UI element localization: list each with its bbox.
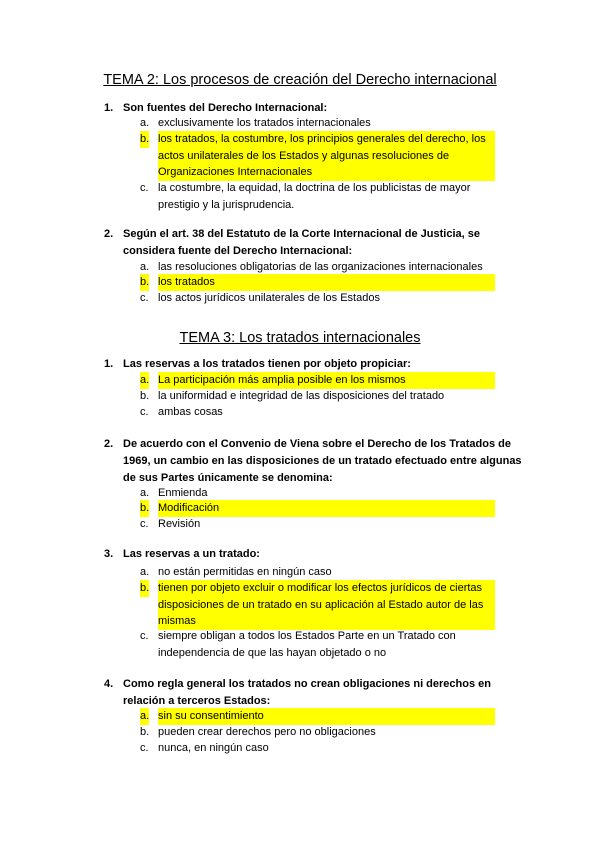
tema3-question-3 [104, 546, 524, 563]
option-text: sin su consentimiento [158, 710, 264, 722]
option-letter: a. [140, 117, 150, 129]
option-letter: c. [140, 182, 149, 194]
question-text: De acuerdo con el Convenio de Viena sobre el Derecho de los Tratados de 1969, un cambio en las disposiciones de un tratado efectuado entre algunas de sus Partes únicamente se denomina: [123, 438, 522, 484]
option-c [140, 404, 495, 421]
option-b-highlighted [140, 580, 495, 630]
option-a-highlighted [140, 708, 495, 725]
option-text: la costumbre, la equidad, la doctrina de los publicistas de mayor prestigio y la jurisprudencia. [158, 182, 471, 211]
question-number: 3. [104, 548, 114, 560]
option-text: tienen por objeto excluir o modificar los efectos jurídicos de ciertas disposiciones de un tratado en su aplicación al Estado autor de las mismas [158, 582, 484, 627]
option-text: siempre obligan a todos los Estados Parte en un Tratado con independencia de que las hayan objetado o no [158, 630, 456, 659]
option-letter: c. [140, 518, 149, 530]
option-text: los actos jurídicos unilaterales de los Estados [158, 292, 380, 304]
tema2-title: TEMA 2: Los procesos de creación del Derecho internacional [103, 72, 497, 88]
option-letter: a. [140, 372, 149, 389]
option-letter: b. [140, 726, 150, 738]
question-text: Las reservas a los tratados tienen por objeto propiciar: [123, 358, 411, 370]
option-a-highlighted [140, 372, 495, 389]
option-text: La participación más amplia posible en los mismos [158, 374, 406, 386]
option-letter: b. [140, 580, 149, 597]
option-b [140, 388, 495, 405]
option-letter: c. [140, 292, 149, 304]
option-c [140, 516, 495, 533]
option-text: Enmienda [158, 487, 208, 499]
question-number: 4. [104, 678, 114, 690]
option-text: los tratados [158, 276, 215, 288]
option-text: Modificación [158, 502, 220, 514]
option-b-highlighted [140, 500, 495, 517]
option-text: nunca, en ningún caso [158, 742, 269, 754]
option-c [140, 740, 495, 757]
option-letter: b. [140, 274, 149, 291]
option-letter: a. [140, 487, 150, 499]
tema2-question-2 [104, 226, 524, 260]
option-letter: b. [140, 131, 149, 148]
option-letter: b. [140, 390, 150, 402]
question-text: Como regla general los tratados no crean obligaciones ni derechos en relación a terceros Estados: [123, 678, 491, 707]
option-c [140, 180, 495, 213]
option-b-highlighted [140, 131, 495, 181]
option-letter: b. [140, 500, 149, 517]
option-a [140, 115, 495, 132]
option-text: la uniformidad e integridad de las disposiciones del tratado [158, 390, 445, 402]
option-text: Revisión [158, 518, 201, 530]
option-text: ambas cosas [158, 406, 223, 418]
option-letter: c. [140, 630, 149, 642]
option-c [140, 628, 495, 661]
option-c [140, 290, 495, 307]
option-a [140, 564, 495, 581]
option-text: los tratados, la costumbre, los principios generales del derecho, los actos unilaterales de los Estados y algunas resoluciones de Organizaciones Internacionales [158, 133, 486, 178]
question-text: Las reservas a un tratado: [123, 548, 260, 560]
option-text: pueden crear derechos pero no obligaciones [158, 726, 376, 738]
option-letter: a. [140, 708, 149, 725]
question-number: 2. [104, 438, 114, 450]
option-letter: c. [140, 406, 149, 418]
question-text: Según el art. 38 del Estatuto de la Corte Internacional de Justicia, se considera fuente del Derecho Internacional: [123, 228, 480, 257]
option-text: exclusivamente los tratados internacionales [158, 117, 371, 129]
option-b-highlighted [140, 274, 495, 291]
tema3-question-1 [104, 356, 524, 373]
option-letter: a. [140, 566, 150, 578]
question-text: Son fuentes del Derecho Internacional: [123, 102, 328, 114]
option-b [140, 724, 495, 741]
tema3-title: TEMA 3: Los tratados internacionales [179, 330, 421, 346]
tema3-question-4 [104, 676, 524, 710]
tema3-question-2 [104, 436, 524, 487]
question-number: 1. [104, 102, 114, 114]
option-text: las resoluciones obligatorias de las organizaciones internacionales [158, 261, 483, 273]
option-text: no están permitidas en ningún caso [158, 566, 332, 578]
question-number: 2. [104, 228, 114, 240]
question-number: 1. [104, 358, 114, 370]
option-letter: a. [140, 261, 150, 273]
option-letter: c. [140, 742, 149, 754]
